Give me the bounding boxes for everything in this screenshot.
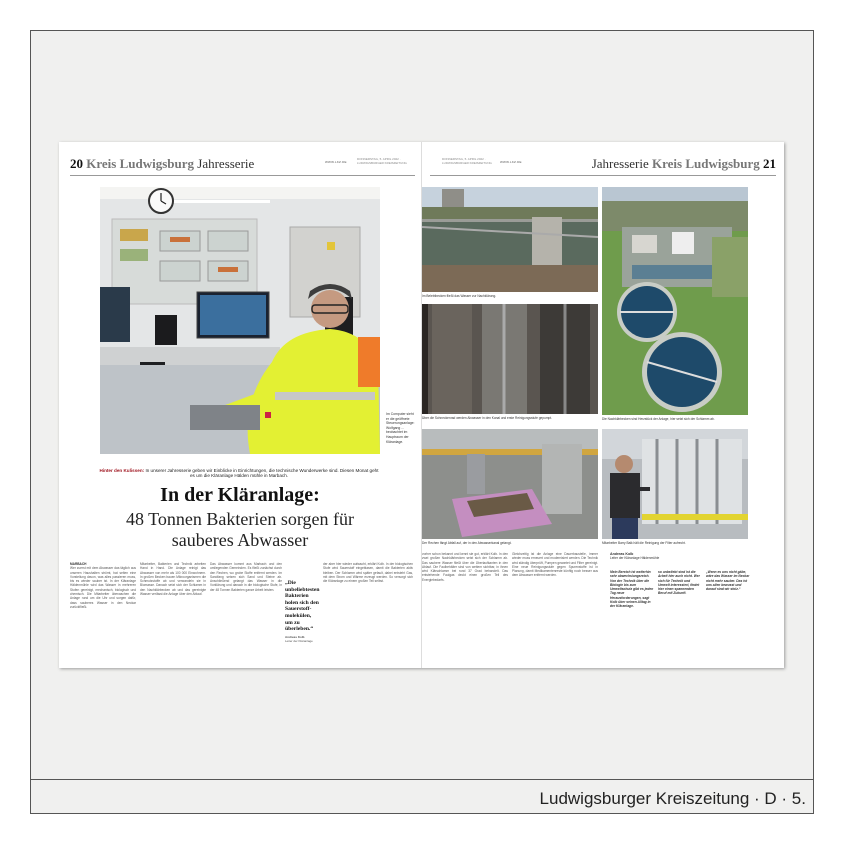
left-date-line: DONNERSTAG, 5. APRIL 2022 · LUDWIGSBURGER KREISZEITUNG [357,157,407,165]
right-quote-col-1: Mein Bereich ist weiterhin sehr abwechslungsreich. Von der Technik über die Biologie bis zum Umweltschutz gibt es jeden Tag neue Herausforderungen, sagt Kolb über seinen Alltag in der Kläranlage. [610,570,654,609]
left-col-1-text: Wer zuerst mit dem Abwasser das täglich aus unseren Haushalten strömt, hat selten eine Vorstellung davon, was alles passieren muss, bis es wieder sauber ist. In der Kläranlage Häldenmühle wird das Wasser in mehreren Stufen gereinigt, mechanisch, biologisch und chemisch. Die Mitarbeiter überwachen die Anlage rund um die Uhr und sorgen dafür, dass sauberes Wasser in den Neckar zurückfließt. [70,566,136,609]
right-date-line: DONNERSTAG, 5. APRIL 2022 · LUDWIGSBURGER KREISZEITUNG [442,157,492,165]
left-page [59,142,421,668]
photo-screw-pumps [422,304,598,414]
author-box [610,552,680,560]
teaser-label: Hinter den Kulissen: [99,468,145,473]
right-article-col-1: vorher schon bekannt und kennt sie gut, erklärt Kolb. In den zwei großen Nachklärbecken setzt sich der Schlamm ab. Das saubere Wasser fließt über die Überlaufkanten in den Ablauf. Die Faulbehälter sind von weitem sichtbar, in ihnen wird Klärschlamm bei rund 37 Grad behandelt. Das entstehende Faulgas deckt einen großen Teil des Energiebedarfs. [422,552,508,582]
newspaper-spread [59,142,784,668]
photo-aerial-plant-illustration [602,187,748,415]
pull-quote-text: „Die unbeliebtesten Bakterien holen sich den Sauerstoff-molekülen, um zu überleben.“ [285,580,320,633]
left-page-header [70,156,254,174]
photo-caption-1: Im Belebtbecken fließt das Wasser zur Nachklärung. [422,294,497,298]
photo-worker-filters-illustration [602,429,748,539]
headline: In der Kläranlage: [160,484,320,506]
right-page-kreis: Kreis Ludwigsburg [651,156,760,171]
photo-screw-pumps-illustration [422,304,598,414]
left-article-col-2: Mitarbeiter, Bakterien und Technik arbeiten Hand in Hand. Die Anlage reinigt das Abwasser von mehr als 100 000 Einwohnern. In großen Becken bauen Mikroorganismen die Schmutzstoffe ab und verwandeln sie in Biomasse. Danach setzt sich der Schlamm in den Nachklärbecken ab und das gereinigte Wasser verlässt die Anlage über den Ablauf. [140,562,206,597]
photo-caption-3: Die Nachklärbecken sind Herzstück der Anlage, hier setzt sich der Schlamm ab. [602,417,715,421]
teaser-text: In unserer Jahresserie geben wir Einblicke in Einrichtungen, die technische Wunderwerke sind. Diesen Monat geht es um die Kläranlage Hälden mühle in Marbach. [145,468,379,478]
author-name: Andreas Kolb [610,552,634,556]
photo-aeration-tank [422,187,598,292]
left-brand: WWW.LKZ.DE [325,160,347,164]
photo-caption-4: Der Rechen fängt Abfall auf, der in den Abwasserkanal gelangt. [422,541,512,545]
left-page-serie: Jahresserie [197,156,255,171]
left-article-col-3: Das Abwasser kommt aus Marbach und den umliegenden Gemeinden. Es fließt zunächst durch den Rechen, wo grobe Stoffe entfernt werden. Im Sandfang setzen sich Sand und Steine ab. Anschließend gelangt das Wasser in die Vorklärung und danach in die biologische Stufe, in der 48 Tonnen Bakterien ganze Arbeit leisten. [210,562,282,592]
left-page-number: 20 [70,156,83,171]
photo-caption-2: Über die Schneckenrad werden Abwasser in den Kanal und erste Reinigungsstufe gepumpt. [422,416,553,420]
author-role: Leiter der Kläranlage Häldenmühle [610,556,660,561]
right-quote-col-2: so unbeliebt sind ist die Arbeit hier auch nicht. Wer sich für Technik und Umwelt interessiert, findet hier einen spannenden Beruf mit Zukunft. [658,570,700,596]
subheadline-text: 48 Tonnen Bakterien sorgen für sauberes Abwasser [125,509,355,550]
photo-screen-waste [422,429,598,539]
pull-quote-author: Andreas Kolb [285,634,305,639]
main-photo-control-room [100,187,380,454]
caption-separator [30,779,814,780]
teaser [99,468,379,478]
photo-worker-filters [602,429,748,539]
right-page-serie: Jahresserie [591,156,649,171]
right-quote-col-3: „Wenn es uns nicht gäbe, wäre das Wasser im Neckar nicht mehr sauber. Das ist uns allen bewusst und darauf sind wir stolz.“ [706,570,750,592]
right-header-rule [430,175,776,176]
image-caption: Ludwigsburger Kreiszeitung · D · 5. [539,789,806,808]
pull-quote-role: Leiter der Kläranlage [285,638,313,643]
subheadline [59,509,421,551]
photo-caption-5: Mitarbeiter Barry Balk hält die Reinigung der Filter aufrecht. [602,541,686,545]
photo-aeration-tank-illustration [422,187,598,292]
right-page-number: 21 [763,156,776,171]
left-article-col-4: der aber hier wieder aufwacht, erklärt Kolb. In der biologischen Stufe wird Sauerstoff eingeblasen, damit die Bakterien aktiv bleiben. Der Schlamm wird später gefault, dabei entsteht Gas, mit dem Strom und Wärme erzeugt werden. So versorgt sich die Kläranlage zu einem großen Teil selbst. [323,562,413,584]
main-photo-illustration [100,187,380,454]
right-article-col-2: Gleichzeitig ist die Anlage eine Dauerbaustelle, immer wieder muss erneuert und modernisiert werden. Die Technik wird ständig überprüft, Pumpen gewartet und Filter gereinigt. Eine neue Reinigungsstufe gegen Spurenstoffe ist in Planung, damit Medikamentenreste künftig noch besser aus dem Abwasser entfernt werden. [512,552,598,578]
right-page-header [592,156,776,174]
left-header-rule [70,175,415,176]
photo-aerial-plant [602,187,748,415]
right-brand: WWW.LKZ.DE [500,160,522,164]
photo-screen-waste-illustration [422,429,598,539]
pull-quote [285,580,319,643]
main-photo-side-caption: Im Computer sieht er die geöffnete Steuerungsanlage: Wolfgang ... beobachtet im Hauptraum der Kläranlage. [386,412,415,444]
right-page [422,142,784,668]
left-page-kreis: Kreis Ludwigsburg [86,156,195,171]
left-byline: MARBACH [70,562,87,566]
left-article-col-1 [70,562,136,662]
